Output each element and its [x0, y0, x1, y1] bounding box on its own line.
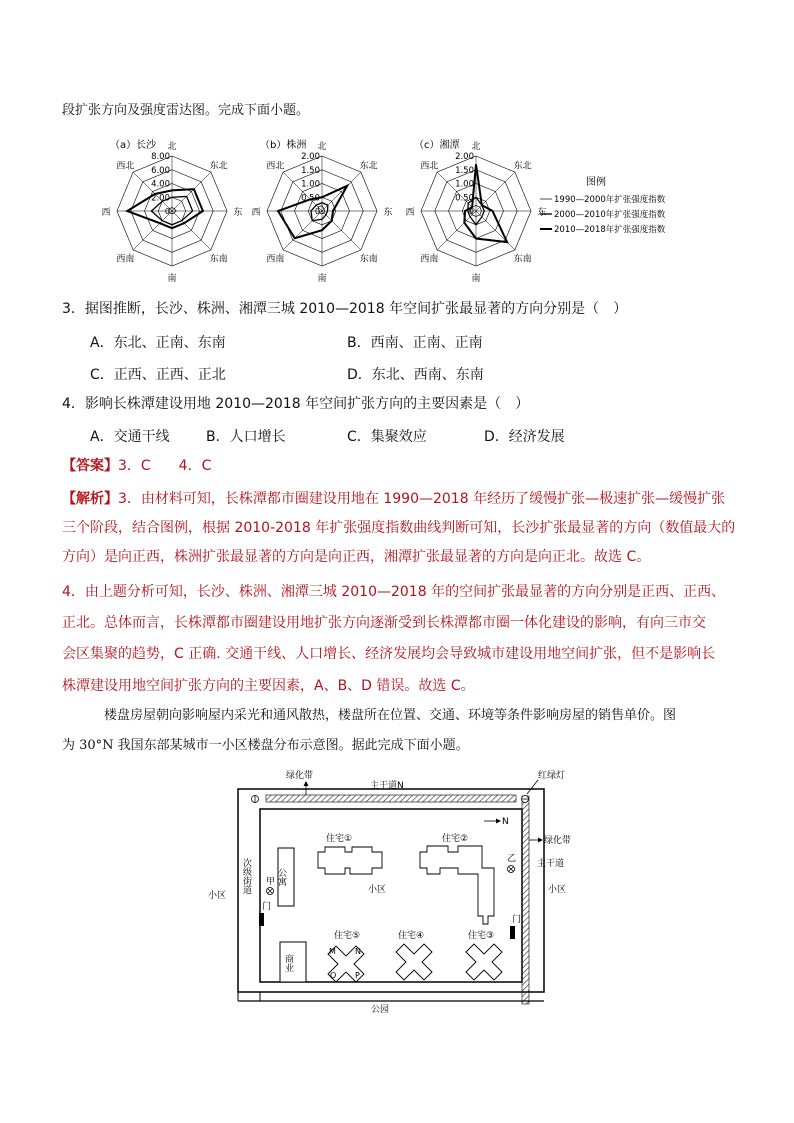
commercial-label: 商业: [283, 954, 293, 972]
q4-option-b: B．人口增长: [206, 429, 286, 445]
analysis-line-3: 方向）是向正西，株洲扩张最显著的方向是向正西，湘潭扩张最显著的方向是向正北。故选 C。: [62, 549, 651, 565]
radar-direction-label-s: 南: [471, 274, 481, 283]
radar-legend: [540, 175, 666, 235]
radar-tick-label: 0: [314, 207, 320, 216]
legend-label-1990-2000: 1990—2000年扩张强度指数: [554, 195, 666, 205]
radar-tick-label: 8.00: [151, 152, 170, 162]
right-green-belt: [522, 796, 529, 1004]
radar-tick-label: 1.50: [455, 165, 474, 176]
xiaoqu-right-label: 小区: [548, 885, 567, 895]
radar-direction-label-ne: 东北: [359, 161, 378, 172]
radar-tick-label: 1.50: [301, 165, 320, 176]
q4-option-c: C．集聚效应: [347, 429, 427, 445]
main-road-n-label: 主干道N: [370, 781, 404, 791]
answer-text: 3．C 4．C: [118, 458, 212, 474]
q4-option-a: A．交通干线: [90, 429, 170, 445]
radar-direction-label-sw: 西南: [116, 254, 135, 265]
radar-chart-title: （b）株洲: [260, 140, 307, 151]
radar-direction-label-se: 东南: [209, 254, 228, 265]
radar-direction-label-sw: 西南: [266, 254, 285, 265]
analysis-line-7: 株潭建设用地空间扩张方向的主要因素，A、B、D 错误。故选 C。: [62, 678, 475, 694]
right-gate: [510, 926, 515, 939]
radar-tick-label: 4.00: [151, 179, 170, 190]
radar-tick-label: 2.00: [301, 152, 320, 162]
analysis-line-5: 正北。总体而言，长株潭都市圈建设用地扩张方向逐渐受到长株潭都市圈一体化建设的影响，有向三市交: [62, 615, 706, 631]
radar-charts-figure: [100, 133, 720, 283]
radar-direction-label-e: 东: [537, 208, 547, 218]
building-5-o: O: [330, 971, 337, 980]
building-2: [420, 846, 494, 924]
radar-direction-label-se: 东南: [513, 254, 532, 265]
radar-tick-label: 2.00: [151, 193, 170, 204]
legend-label-2010-2018: 2010—2018年扩张强度指数: [554, 225, 666, 235]
radar-direction-label-s: 南: [317, 274, 327, 283]
right-gate-label: 门: [512, 915, 522, 925]
xiaoqu-left-label: 小区: [208, 891, 227, 901]
radar-chart-title: （c）湘潭: [414, 140, 460, 151]
north-arrow-label: N: [502, 817, 509, 827]
building-5-p: P: [355, 971, 360, 980]
building-5-m: M: [329, 947, 336, 956]
radar-tick-label: 6.00: [151, 165, 170, 176]
analysis-line-4: 4．由上题分析可知，长沙、株洲、湘潭三城 2010—2018 年的空间扩张最显著的方向分别是正西、正西、: [62, 584, 726, 600]
radar-tick-label: 1.00: [455, 179, 474, 190]
traffic-light-pointer: [527, 780, 538, 794]
radar-tick-label: 0.50: [455, 193, 474, 204]
radar-direction-label-n: 北: [471, 142, 481, 152]
yi-label: 乙: [507, 854, 517, 864]
radar-direction-label-nw: 西北: [266, 161, 285, 172]
radar-direction-label-ne: 东北: [209, 161, 228, 172]
q3-option-b: B．西南、正南、正南: [347, 335, 483, 351]
q3-stem: 3．据图推断，长沙、株洲、湘潭三城 2010—2018 年空间扩张最显著的方向分别是（ ）: [62, 301, 628, 317]
analysis-line-2: 三个阶段，结合图例，根据 2010-2018 年扩张强度指数曲线判断可知，长沙扩张最显著的方向（数值最大的: [62, 520, 736, 536]
building-4-label: 住宅④: [398, 931, 425, 941]
analysis-text-1: 3．由材料可知，长株潭都市圈建设用地在 1990—2018 年经历了缓慢扩张—极速扩张—缓慢扩张: [118, 491, 726, 507]
q3-option-a: A．东北、正南、东南: [90, 335, 226, 351]
top-green-belt: [266, 795, 516, 802]
radar-tick-label: 0.50: [301, 193, 320, 204]
intro-line: 段扩张方向及强度雷达图。完成下面小题。: [62, 103, 310, 118]
radar-direction-label-ne: 东北: [513, 161, 532, 172]
apartment-label: 公寓: [276, 868, 286, 886]
analysis-line-6: 会区集聚的趋势，C 正确. 交通干线、人口增长、经济发展均会导致城市建设用地空间扩张，但不是影响长: [62, 646, 716, 662]
radar-direction-label-sw: 西南: [420, 254, 439, 265]
legend-label-2000-2010: 2000—2010年扩张强度指数: [554, 210, 666, 220]
analysis-tag: 【解析】: [62, 491, 118, 507]
building-1: [318, 847, 382, 874]
radar-direction-label-w: 西: [405, 208, 415, 218]
traffic-light-label: 红绿灯: [538, 771, 566, 781]
answer-line: [62, 456, 211, 476]
passage2-line-2: 为 30°N 我国东部某城市一小区楼盘分布示意图。据此完成下面小题。: [62, 738, 469, 753]
building-2-label: 住宅②: [442, 834, 469, 844]
radar-tick-label: 1.00: [301, 179, 320, 190]
radar-tick-label: 0: [164, 207, 170, 216]
residential-map: [200, 764, 600, 1014]
answer-tag: 【答案】: [62, 458, 118, 474]
building-3: [466, 944, 502, 980]
legend-title: 图例: [586, 177, 606, 188]
analysis-line-1: [62, 489, 725, 509]
building-1-label: 住宅①: [326, 834, 353, 844]
radar-tick-label: 0: [468, 207, 474, 216]
radar-direction-label-s: 南: [167, 274, 177, 283]
q4-option-d: D．经济发展: [484, 429, 565, 445]
building-5-n: N: [355, 947, 361, 956]
jia-label: 甲: [266, 877, 276, 887]
left-gate-label: 门: [262, 902, 272, 912]
main-road-right-text: 主干道: [537, 859, 565, 869]
radar-chart-title: （a）长沙: [110, 140, 157, 151]
q3-option-d: D．东北、西南、东南: [347, 367, 484, 383]
radar-tick-label: 2.00: [455, 152, 474, 162]
building-3-label: 住宅③: [468, 931, 495, 941]
building-5-label: 住宅⑤: [334, 931, 361, 941]
park-label: 公园: [371, 1005, 390, 1014]
radar-direction-label-e: 东: [233, 208, 243, 218]
green-belt-top-label: 绿化带: [286, 771, 314, 781]
green-belt-right-label: 绿化带: [544, 836, 572, 846]
q4-stem: 4．影响长株潭建设用地 2010—2018 年空间扩张方向的主要因素是（ ）: [62, 396, 530, 412]
radar-direction-label-w: 西: [251, 208, 261, 218]
radar-direction-label-e: 东: [383, 208, 393, 218]
main-road-right-label: [537, 857, 564, 869]
radar-direction-label-n: 北: [167, 142, 177, 152]
radar-direction-label-w: 西: [101, 208, 111, 218]
passage2-line-1: 楼盘房屋朝向影响屋内采光和通风散热，楼盘所在位置、交通、环境等条件影响房屋的销售单价。图: [104, 708, 677, 723]
left-gate: [259, 913, 264, 926]
q3-option-c: C．正西、正西、正北: [90, 367, 226, 383]
radar-direction-label-se: 东南: [359, 254, 378, 265]
radar-direction-label-nw: 西北: [420, 161, 439, 172]
xiaoqu-center-label: 小区: [368, 885, 387, 895]
building-4: [396, 944, 432, 980]
radar-direction-label-n: 北: [317, 142, 327, 152]
secondary-street-label: 次级街道: [241, 858, 251, 894]
radar-direction-label-nw: 西北: [116, 161, 135, 172]
